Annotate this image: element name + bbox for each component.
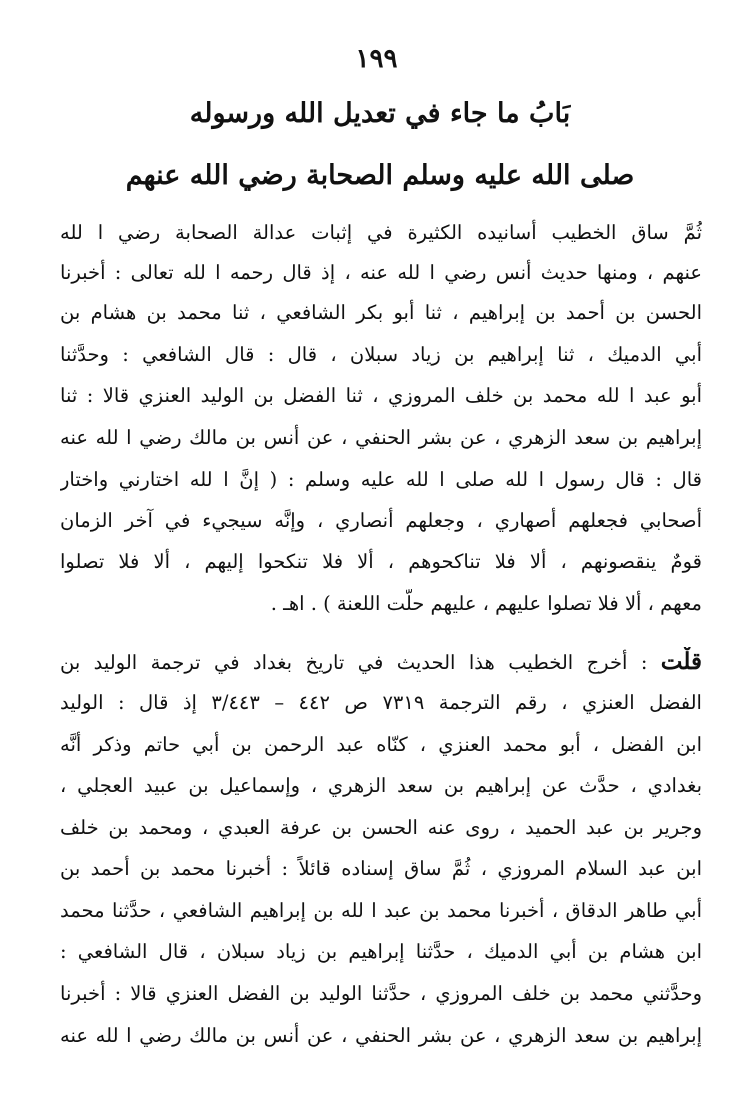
text-line: بغدادي ، حدَّث عن إبراهيم بن سعد الزهري ، وإسماعيل بن عبيد العجلي ، bbox=[60, 774, 702, 797]
text-line: أبي الدميك ، ثنا إبراهيم بن زياد سبلان ، قال : قال الشافعي : وحدَّثنا bbox=[60, 343, 702, 366]
qultu-lead-word: قلْت bbox=[660, 648, 702, 675]
page-number: ١٩٩ bbox=[355, 44, 398, 74]
text-line: أصحابي فجعلهم أصهاري ، وجعلهم أنصاري ، وإنَّه سيجيء في آخر الزمان bbox=[60, 509, 702, 532]
text-line: ابن هشام بن أبي الدميك ، حدَّثنا إبراهيم بن زياد سبلان ، قال الشافعي : bbox=[60, 940, 702, 963]
text-line: وجرير بن عبد الحميد ، روى عنه الحسن بن عرفة العبدي ، ومحمد بن خلف bbox=[60, 816, 702, 839]
chapter-title-line-1: بَابُ ما جاء في تعديل الله ورسوله bbox=[189, 98, 571, 129]
text-line: إبراهيم بن سعد الزهري ، عن بشر الحنفي ، عن أنس بن مالك رضي ا لله عنه bbox=[60, 1024, 702, 1047]
chapter-title-line-2: صلى الله عليه وسلم الصحابة رضي الله عنهم bbox=[125, 160, 635, 191]
text-line bbox=[60, 647, 702, 681]
text-line: قومٌ ينقصونهم ، ألا فلا تناكحوهم ، ألا فلا تنكحوا إليهم ، ألا فلا تصلوا bbox=[60, 550, 702, 573]
text-line: أبي طاهر الدقاق ، أخبرنا محمد بن عبد ا لله بن إبراهيم الشافعي ، حدَّثنا محمد bbox=[60, 899, 702, 922]
text-line: معهم ، ألا فلا تصلوا عليهم ، عليهم حلَّت اللعنة ) . اهـ . bbox=[270, 592, 702, 615]
text-line: الفضل العنزي ، رقم الترجمة ٧٣١٩ ص ٤٤٢ – ٣/٤٤٣ إذ قال : الوليد bbox=[60, 691, 702, 714]
text-line: الحسن بن أحمد بن إبراهيم ، ثنا أبو بكر الشافعي ، ثنا محمد بن هشام بن bbox=[60, 301, 702, 324]
text-line: ثُمَّ ساق الخطيب أسانيده الكثيرة في إثبات عدالة الصحابة رضي ا لله bbox=[60, 221, 702, 244]
text-line: أبو عبد ا لله محمد بن خلف المروزي ، ثنا الفضل بن الوليد العنزي قالا : ثنا bbox=[60, 384, 702, 407]
text-line: ابن الفضل ، أبو محمد العنزي ، كنّاه عبد الرحمن بن أبي حاتم وذكر أنَّه bbox=[60, 733, 702, 756]
text-line: إبراهيم بن سعد الزهري ، عن بشر الحنفي ، عن أنس بن مالك رضي ا لله عنه bbox=[60, 426, 702, 449]
text-line: قال : قال رسول ا لله صلى ا لله عليه وسلم : ( إنَّ ا لله اختارني واختار bbox=[60, 468, 702, 491]
text-line-rest: : أخرج الخطيب هذا الحديث في تاريخ بغداد في ترجمة الوليد بن bbox=[60, 651, 661, 674]
text-line: ابن عبد السلام المروزي ، ثُمَّ ساق إسناده قائلاً : أخبرنا محمد بن أحمد بن bbox=[60, 857, 702, 880]
text-line: وحدَّثني محمد بن خلف المروزي ، حدَّثنا الوليد بن الفضل العنزي قالا : أخبرنا bbox=[60, 982, 702, 1005]
text-line: عنهم ، ومنها حديث أنس رضي ا لله عنه ، إذ قال رحمه ا لله تعالى : أخبرنا bbox=[60, 261, 702, 284]
